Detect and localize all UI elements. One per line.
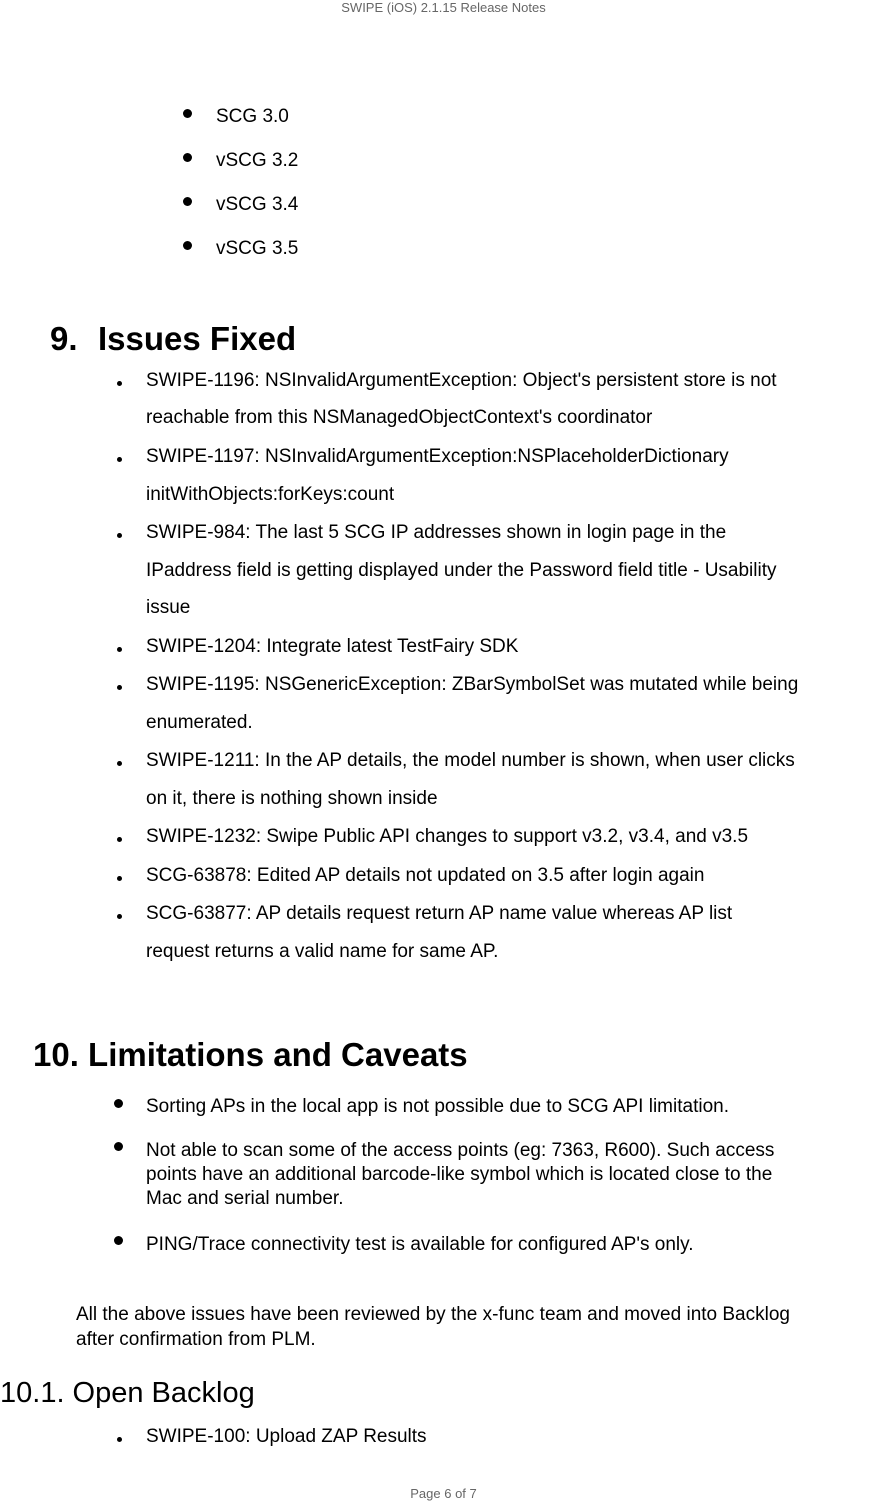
paragraph-line: All the above issues have been reviewed by the x-func team and moved into Backlog <box>76 1304 790 1325</box>
caveat-line: Sorting APs in the local app is not possible due to SCG API limitation. <box>146 1096 729 1117</box>
issue-line: enumerated. <box>146 712 253 733</box>
list-item: SCG 3.0 <box>216 106 289 127</box>
issue-line: IPaddress field is getting displayed under the Password field title - Usability <box>146 560 777 581</box>
bullet-icon <box>117 1437 122 1442</box>
caveat-line: PING/Trace connectivity test is available for configured AP's only. <box>146 1234 694 1255</box>
issue-line: SCG-63877: AP details request return AP name value whereas AP list <box>146 903 733 924</box>
page-header: SWIPE (iOS) 2.1.15 Release Notes <box>341 0 546 15</box>
bullet-icon <box>117 457 122 462</box>
issue-line: SWIPE-1196: NSInvalidArgumentException: Object's persistent store is not <box>146 370 777 391</box>
issue-line: SCG-63878: Edited AP details not updated on 3.5 after login again <box>146 865 705 886</box>
section-title: Issues Fixed <box>98 320 297 357</box>
bullet-icon <box>183 197 192 206</box>
issue-line: initWithObjects:forKeys:count <box>146 484 395 505</box>
issue-line: request returns a valid name for same AP. <box>146 941 499 962</box>
list-item: vSCG 3.4 <box>216 194 299 215</box>
bullet-icon <box>117 876 122 881</box>
bullet-icon <box>183 241 192 250</box>
issue-line: SWIPE-1211: In the AP details, the model number is shown, when user clicks <box>146 750 795 771</box>
section-number: 9. <box>50 320 78 357</box>
bullet-icon <box>114 1236 123 1245</box>
bullet-icon <box>117 685 122 690</box>
bullet-icon <box>114 1099 123 1108</box>
paragraph-line: after confirmation from PLM. <box>76 1329 316 1350</box>
issue-line: reachable from this NSManagedObjectContext's coordinator <box>146 407 653 428</box>
section-title: 10. Limitations and Caveats <box>33 1036 468 1073</box>
caveat-line: Not able to scan some of the access points (eg: 7363, R600). Such access <box>146 1140 775 1161</box>
bullet-icon <box>117 647 122 652</box>
issue-line: SWIPE-1204: Integrate latest TestFairy SDK <box>146 636 519 657</box>
issue-line: SWIPE-1195: NSGenericException: ZBarSymbolSet was mutated while being <box>146 674 799 695</box>
bullet-icon <box>117 837 122 842</box>
list-item: vSCG 3.2 <box>216 150 299 171</box>
list-item: vSCG 3.5 <box>216 238 299 259</box>
bullet-icon <box>183 109 192 118</box>
issue-line: on it, there is nothing shown inside <box>146 788 438 809</box>
caveat-line: points have an additional barcode-like symbol which is located close to the <box>146 1164 773 1185</box>
issue-line: issue <box>146 597 191 618</box>
caveat-line: Mac and serial number. <box>146 1188 344 1209</box>
bullet-icon <box>114 1142 123 1151</box>
bullet-icon <box>117 914 122 919</box>
issue-line: SWIPE-1232: Swipe Public API changes to support v3.2, v3.4, and v3.5 <box>146 826 749 847</box>
bullet-icon <box>117 761 122 766</box>
issue-line: SWIPE-984: The last 5 SCG IP addresses shown in login page in the <box>146 522 727 543</box>
page-footer: Page 6 of 7 <box>410 1486 477 1501</box>
bullet-icon <box>183 153 192 162</box>
issue-line: SWIPE-1197: NSInvalidArgumentException:NSPlaceholderDictionary <box>146 446 729 467</box>
bullet-icon <box>117 533 122 538</box>
subsection-title: 10.1. Open Backlog <box>0 1377 255 1409</box>
backlog-line: SWIPE-100: Upload ZAP Results <box>146 1426 427 1447</box>
bullet-icon <box>117 381 122 386</box>
